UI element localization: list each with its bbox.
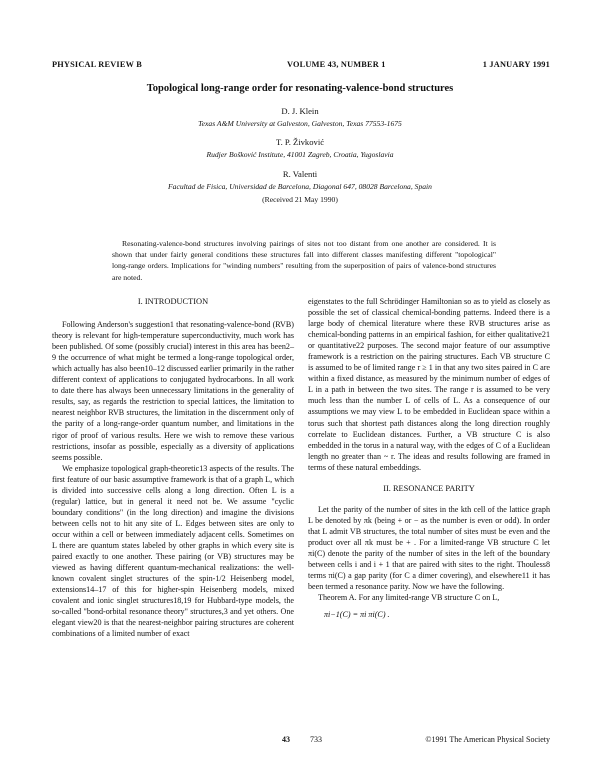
volume-number: VOLUME 43, NUMBER 1	[287, 60, 386, 69]
abstract: Resonating-valence-bond structures involving pairings of sites not too distant from one another are considered. It is shown that under fairly general conditions these structures fall into different classes manifesting different "topological" long-range orders. Implications for "winding numbers" resulting from the superposition of pairs of valence-bond structures are noted.	[112, 239, 496, 282]
author-name: D. J. Klein	[281, 106, 319, 116]
journal-name: PHYSICAL REVIEW B	[52, 60, 142, 69]
page-number: 733	[310, 735, 322, 744]
received-date: (Received 21 May 1990)	[262, 195, 338, 204]
author-affiliation: Rudjer Bošković Institute, 41001 Zagreb, Croatia, Yugoslavia	[206, 150, 394, 159]
copyright: ©1991 The American Physical Society	[425, 735, 550, 744]
paragraph: Let the parity of the number of sites in the kth cell of the lattice graph L be denoted by πk (being + or − as the number is even or odd). In order that L admit VB structures, the total number of sites must be even and the product over all πk must be + . For a limited-range VB structure C let πi(C) denote the parity of the number of sites in the left of the boundary between cells i and i + 1 that are paired with sites to the right. Thouless8 terms πi(C) a gap parity (for C a dimer covering), and elsewhere11 it has been termed a resonance parity. Now we have the following.	[308, 504, 550, 592]
footer-volume: 43	[282, 735, 290, 744]
section-heading: I. INTRODUCTION	[137, 297, 209, 306]
section-heading: II. RESONANCE PARITY	[383, 483, 475, 493]
author-affiliation: Facultad de Fisica, Universidad de Barcelona, Diagonal 647, 08028 Barcelona, Spain	[168, 182, 432, 191]
paragraph: eigenstates to the full Schrödinger Hamiltonian so as to yield as closely as possible the set of classical chemical-bonding patterns. Indeed there is a large body of chemical literature where these RVB structures arise as chemical-bonding patterns in an empirical fashion, for either qualitative21 or quantitative22 purposes. The second major feature of our assumptive framework is a restriction on the pairing structures. Each VB structure C is assumed to be of limited range r ≥ 1 in that any two sites paired in C are within a fixed distance, as measured by the minimum number of edges of L in a path in between the two sites. The range r is assumed to be very much less than the number L of cells of L. As a consequence of our assumptions we may view L to be embedded in Euclidean space within a torus such that shortest path distances along the long direction roughly correlate to Euclidean distances. Further, a VB structure C is also embedded in the torus in a natural way, with the edges of C of a Euclidean length no greater than ~ r. The ideas and results following are framed in terms of these natural embeddings.	[308, 297, 550, 472]
issue-date: 1 JANUARY 1991	[482, 60, 550, 69]
paper-title: Topological long-range order for resonating-valence-bond structures	[146, 83, 454, 94]
paragraph: We emphasize topological graph-theoretic13 aspects of the results. The first feature of our basic assumptive framework is that of a graph L, which is divided into successive cells along a long direction. Often L is a (regular) lattice, but in general it need not be. We assume "cyclic boundary conditions" (in the long direction) and imagine the divisions between cells not to hit any site of L. Edges between sites are only to occur within a cell or between immediately adjacent cells. Sometimes on L there are quantum states labeled by other graphs in which every site is paired exactly to one another. These pairing (or VB) structures may be viewed as having different quantum-mechanical realizations: the well-known covalent singlet structures of the spin-1/2 Heisenberg model, extensions14–17 of this for higher-spin Heisenberg models, mixed covalent and ionic singlet structures18,19 for Hubbard-type models, the so-called "bond-orbital resonance theory" structures,3 and yet others. One elegant view20 is that the nearest-neighbor pairing structures are coherent combinations of a limited number of exact	[52, 463, 294, 639]
paragraph: Following Anderson's suggestion1 that resonating-valence-bond (RVB) theory is relevant for high-temperature superconductivity, much work has been published. Of some (possibly crucial) interest in this area has been2–9 the occurrence of what might be termed a long-range topological order, which actually has also been10–12 discussed earlier primarily in the rather different context of applications to conjugated hydrocarbons. In all work to date there has always been unnecessary limitations in the generality of results, say, as regards the restriction to special lattices, the limitation to nearest neighbor RVB structures, the limitation in the discernment only of the parity of a long-range-order quantum number, and limitations in the rigor of proof of various results. Here we wish to remove these various restrictions, insofar as possible, especially as a diversity of applications seems possible.	[52, 320, 294, 462]
author-name: T. P. Živković	[275, 137, 325, 147]
theorem: Theorem A. For any limited-range VB structure C on L,	[318, 593, 500, 603]
right-column	[308, 296, 550, 620]
left-column	[52, 296, 294, 639]
author-affiliation: Texas A&M University at Galveston, Galveston, Texas 77553-1675	[198, 119, 402, 128]
running-header	[52, 60, 550, 69]
equation: πi−1(C) = πi πi(C) .	[324, 610, 390, 620]
author-name: R. Valenti	[282, 169, 318, 179]
